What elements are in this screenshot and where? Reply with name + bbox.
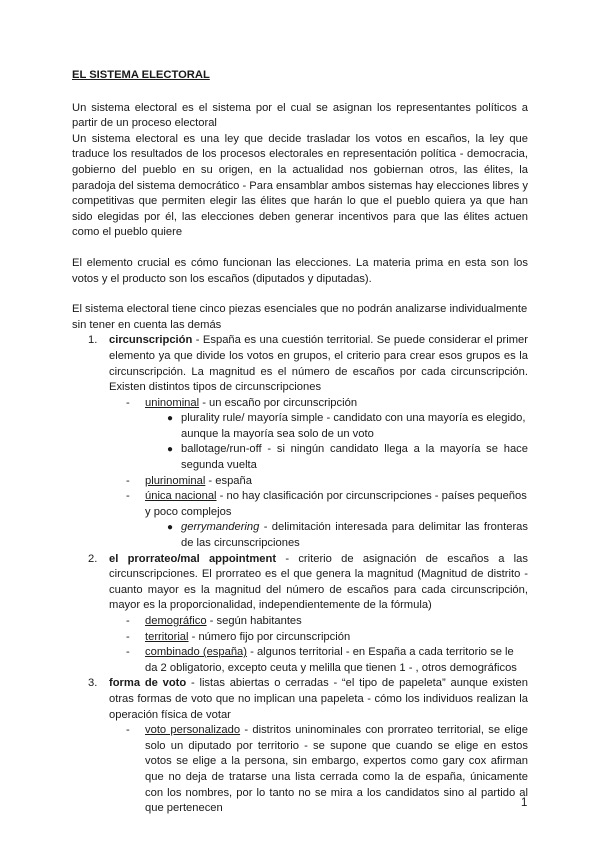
sub-text: - número fijo por circunscripción — [188, 630, 351, 643]
sub-text: - distritos uninominales con prorrateo territorial, se elige solo un diputado por territorio - se supone que cuando se elige en estos votos se elige a la persona, sin embargo, expertos como gary cox afirman que no deja de tratarse una lista cerrada como la de españa, únicamente con los nombres, por lo tanto no se mira a los candidatos sino al partido al que pertenecen — [145, 724, 528, 815]
sub-item: - única nacional - no hay clasificación por circunscripciones - países pequeños y poco complejos ● gerrymandering - delimitación interesada para delimitar las fronteras de las circunscripciones — [109, 489, 528, 551]
sub-term: demográfico — [145, 615, 207, 627]
intro-paragraph-1: Un sistema electoral es el sistema por el cual se asignan los representantes políticos a partir de un proceso electoral — [72, 101, 528, 130]
sub-item: - uninominal - un escaño por circunscripción ● plurality rule/ mayoría simple - candidato con una mayoría es elegido, aunque la mayoría sea solo de un voto ● ballotage/run-off - si ningún candidato llega a la mayoría se hace segunda vuelta — [109, 396, 528, 474]
bullet-text: ballotage/run-off - si ningún candidato llega a la mayoría se hace segunda vuelta — [181, 443, 528, 472]
list-number: 1. — [88, 334, 98, 347]
page-number: 1 — [521, 797, 528, 809]
sub-text: - según habitantes — [206, 615, 302, 627]
bullet-text: plurality rule/ mayoría simple - candidato con una mayoría es elegido, aunque la mayoría sea solo de un voto — [181, 412, 526, 440]
list-number: 3. — [88, 677, 98, 690]
bullet-item — [145, 411, 528, 442]
crucial-paragraph: El elemento crucial es cómo funcionan las elecciones. La materia prima en esta son los votos y el producto son los escaños (diputados y diputadas). — [72, 256, 528, 285]
sub-item: - territorial - número fijo por circunscripción — [126, 630, 351, 643]
list-item — [72, 676, 528, 816]
bullet-text: - delimitación interesada para delimitar las fronteras de las circunscripciones — [181, 521, 528, 550]
sub-list — [109, 723, 528, 817]
sub-text: - algunos territorial - en España a cada territorio se le da 2 obligatorio, excepto ceuta y melilla que tienen 1 - , otros demográficos — [145, 646, 517, 674]
item-text: - listas abiertas o cerradas - “el tipo de papeleta” aunque existen otras formas de voto que no implican una papeleta - cómo los individuos realizan la operación física de votar — [109, 677, 528, 721]
sub-item: - demográfico - según habitantes — [126, 615, 302, 627]
item-text: - España es una cuestión territorial. Se puede considerar el primer elemento ya que divide los votos en grupos, el criterio para crear esos grupos es la circunscripción. La magnitud es el número de escaños por cada circunscripción. Existen distintos tipos de circunscripciones — [109, 334, 528, 394]
sub-item: - plurinominal - españa — [126, 474, 252, 487]
sub-term: voto personalizado — [145, 724, 241, 737]
bullet-term: gerrymandering — [181, 521, 260, 534]
sub-term: única nacional — [145, 490, 217, 503]
sub-item: - voto personalizado - distritos uninominales con prorrateo territorial, se elige solo un diputado por territorio - se supone que cuando se elige en estos votos se elige a la persona, sin embargo, expertos como gary cox afirman que no deja de tratarse una lista cerrada como la de españa, únicamente con los nombres, por lo tanto no se mira a los candidatos sino al partido al que pertenecen — [126, 724, 528, 815]
bullet-list — [145, 520, 528, 551]
sub-term: uninominal — [145, 396, 200, 409]
document-page — [72, 68, 528, 817]
bullet-icon: ● — [167, 413, 174, 425]
pieces-list — [72, 333, 528, 816]
bullet-list — [145, 411, 528, 473]
sub-text: - un escaño por circunscripción — [199, 396, 358, 409]
sub-term: combinado (españa) — [145, 646, 247, 659]
pieces-intro-paragraph: El sistema electoral tiene cinco piezas esenciales que no podrán analizarse individualmente sin tener en cuenta las demás — [72, 303, 528, 331]
sub-text: - no hay clasificación por circunscripciones - países pequeños y poco complejos — [145, 490, 527, 518]
bullet-item — [145, 520, 528, 551]
bullet-icon: ● — [167, 444, 174, 456]
item-text: - criterio de asignación de escaños a las circunscripciones. El prorrateo es el que genera la magnitud (Magnitud de distrito - cuanto mayor es la magnitud del número de escaños para cada circunscripción, mayor es la proporcionalidad, independientemente de la fórmula) — [109, 552, 528, 612]
document-title: EL SISTEMA ELECTORAL — [72, 69, 210, 81]
item-term: el prorrateo/mal appointment — [109, 552, 277, 565]
list-number: 2. — [88, 552, 98, 565]
list-item — [72, 333, 528, 551]
sub-list — [109, 396, 528, 552]
sub-list — [109, 614, 528, 676]
sub-item: - combinado (españa) - algunos territorial - en España a cada territorio se le da 2 obligatorio, excepto ceuta y melilla que tienen 1 - , otros demográficos — [126, 646, 517, 674]
bullet-item — [145, 442, 528, 473]
item-term: forma de voto — [109, 677, 187, 690]
sub-term: territorial — [145, 630, 189, 643]
bullet-icon: ● — [167, 522, 174, 534]
list-item — [72, 552, 528, 677]
sub-text: - españa — [205, 474, 252, 487]
sub-term: plurinominal — [145, 474, 206, 487]
intro-paragraph-2: Un sistema electoral es una ley que decide trasladar los votos en escaños, la ley que traduce los resultados de los procesos electorales en representación política - democracia, gobierno del pueblo en su origen, en la actualidad nos gobiernan otros, las élites, la paradoja del sistema democrático - Para ensamblar ambos sistemas hay elecciones libres y competitivas que permiten elegir las élites que harán lo que el pueblo quiera ya que han sido elegidas por él, las elecciones deben generar incentivos para que las élites actuen como el pueblo quiere — [72, 132, 528, 239]
item-term: circunscripción — [109, 334, 193, 347]
